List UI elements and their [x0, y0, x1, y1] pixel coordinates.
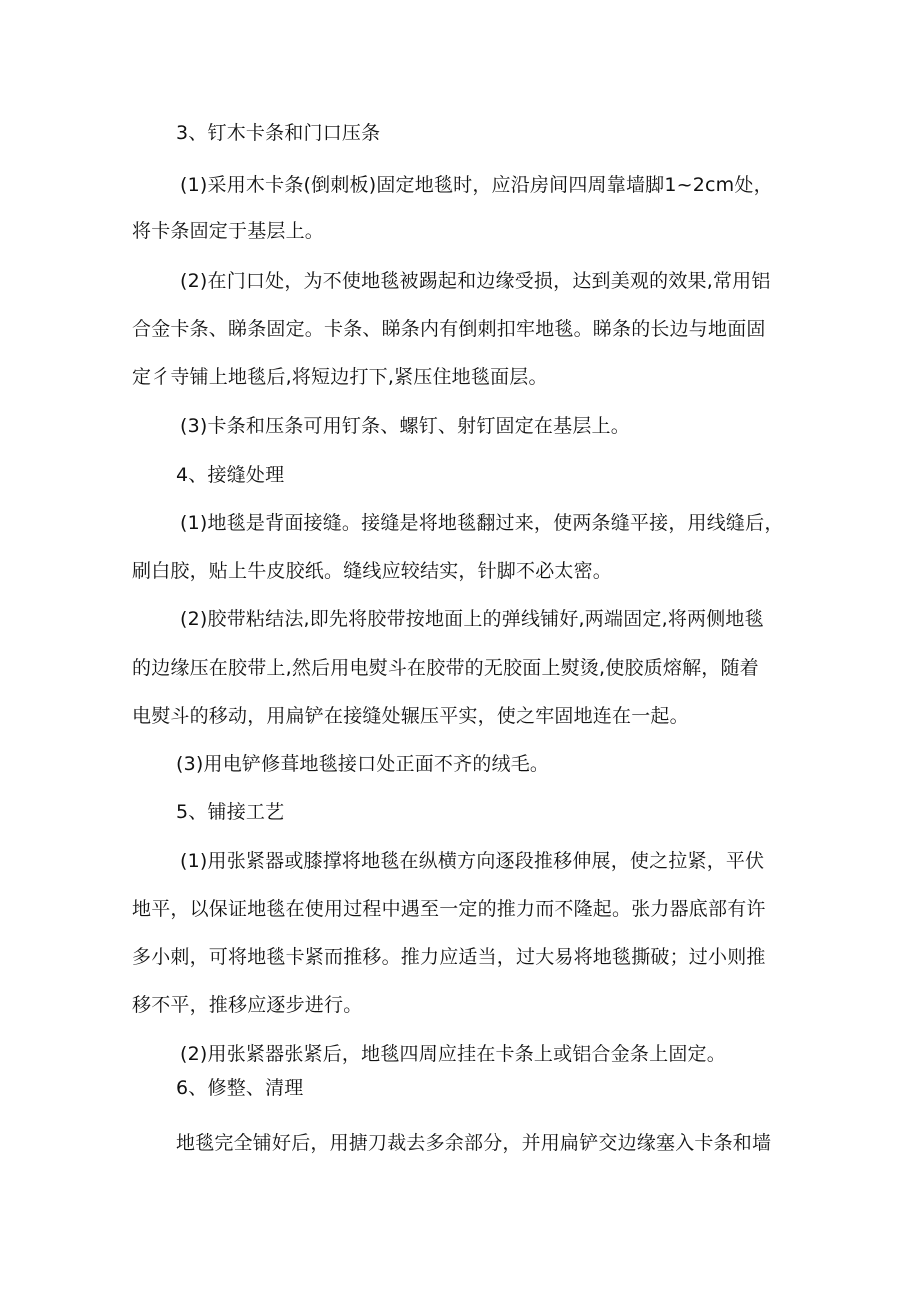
paragraph-line: (1)采用木卡条(倒刺板)固定地毯时，应沿房间四周靠墙脚1~2cm处， — [180, 174, 773, 196]
paragraph-line: (2)胶带粘结法,即先将胶带按地面上的弹线铺好,两端固定,将两侧地毯 — [180, 608, 764, 630]
paragraph-line: (3)用电铲修葺地毯接口处正面不齐的绒毛。 — [176, 753, 550, 775]
heading-section-6: 6、修整、清理 — [176, 1077, 304, 1099]
heading-section-5: 5、铺接工艺 — [176, 801, 285, 823]
paragraph-line: (1)用张紧器或膝撑将地毯在纵横方向逐段推移伸展，使之拉紧，平伏 — [180, 850, 765, 872]
paragraph-line: 刷白胶，贴上牛皮胶纸。缝线应较结实，针脚不必太密。 — [132, 560, 613, 582]
heading-section-4: 4、接缝处理 — [176, 464, 285, 486]
paragraph-line: 定彳寺铺上地毯后,将短边打下,紧压住地毯面层。 — [132, 366, 548, 388]
paragraph-line: 的边缘压在胶带上,然后用电熨斗在胶带的无胶面上熨烫,使胶质熔解，随着 — [132, 657, 759, 679]
paragraph-line: (2)在门口处，为不使地毯被踢起和边缘受损，达到美观的效果,常用铝 — [180, 270, 771, 292]
paragraph-line: 电熨斗的移动，用扁铲在接缝处辗压平实，使之牢固地连在一起。 — [132, 705, 689, 727]
paragraph-line: 地平，以保证地毯在使用过程中遇至一定的推力而不隆起。张力器底部有许 — [132, 898, 766, 920]
paragraph-line: (2)用张紧器张紧后，地毯四周应挂在卡条上或铝合金条上固定。 — [180, 1043, 726, 1065]
paragraph-line: 多小刺，可将地毯卡紧而推移。推力应适当，过大易将地毯撕破；过小则推 — [132, 946, 766, 968]
paragraph-line: (1)地毯是背面接缝。接缝是将地毯翻过来，使两条缝平接，用线缝后， — [180, 512, 784, 534]
heading-section-3: 3、钉木卡条和门口压条 — [176, 122, 381, 144]
paragraph-line: 合金卡条、睇条固定。卡条、睇条内有倒刺扣牢地毯。睇条的长边与地面固 — [132, 318, 766, 340]
paragraph-line: (3)卡条和压条可用钉条、螺钉、射钉固定在基层上。 — [180, 415, 630, 437]
paragraph-line: 移不平，推移应逐步进行。 — [132, 994, 363, 1016]
paragraph-line: 地毯完全铺好后，用搪刀裁去多余部分，并用扁铲交边缘塞入卡条和墙 — [176, 1132, 772, 1154]
paragraph-line: 将卡条固定于基层上。 — [132, 220, 325, 242]
